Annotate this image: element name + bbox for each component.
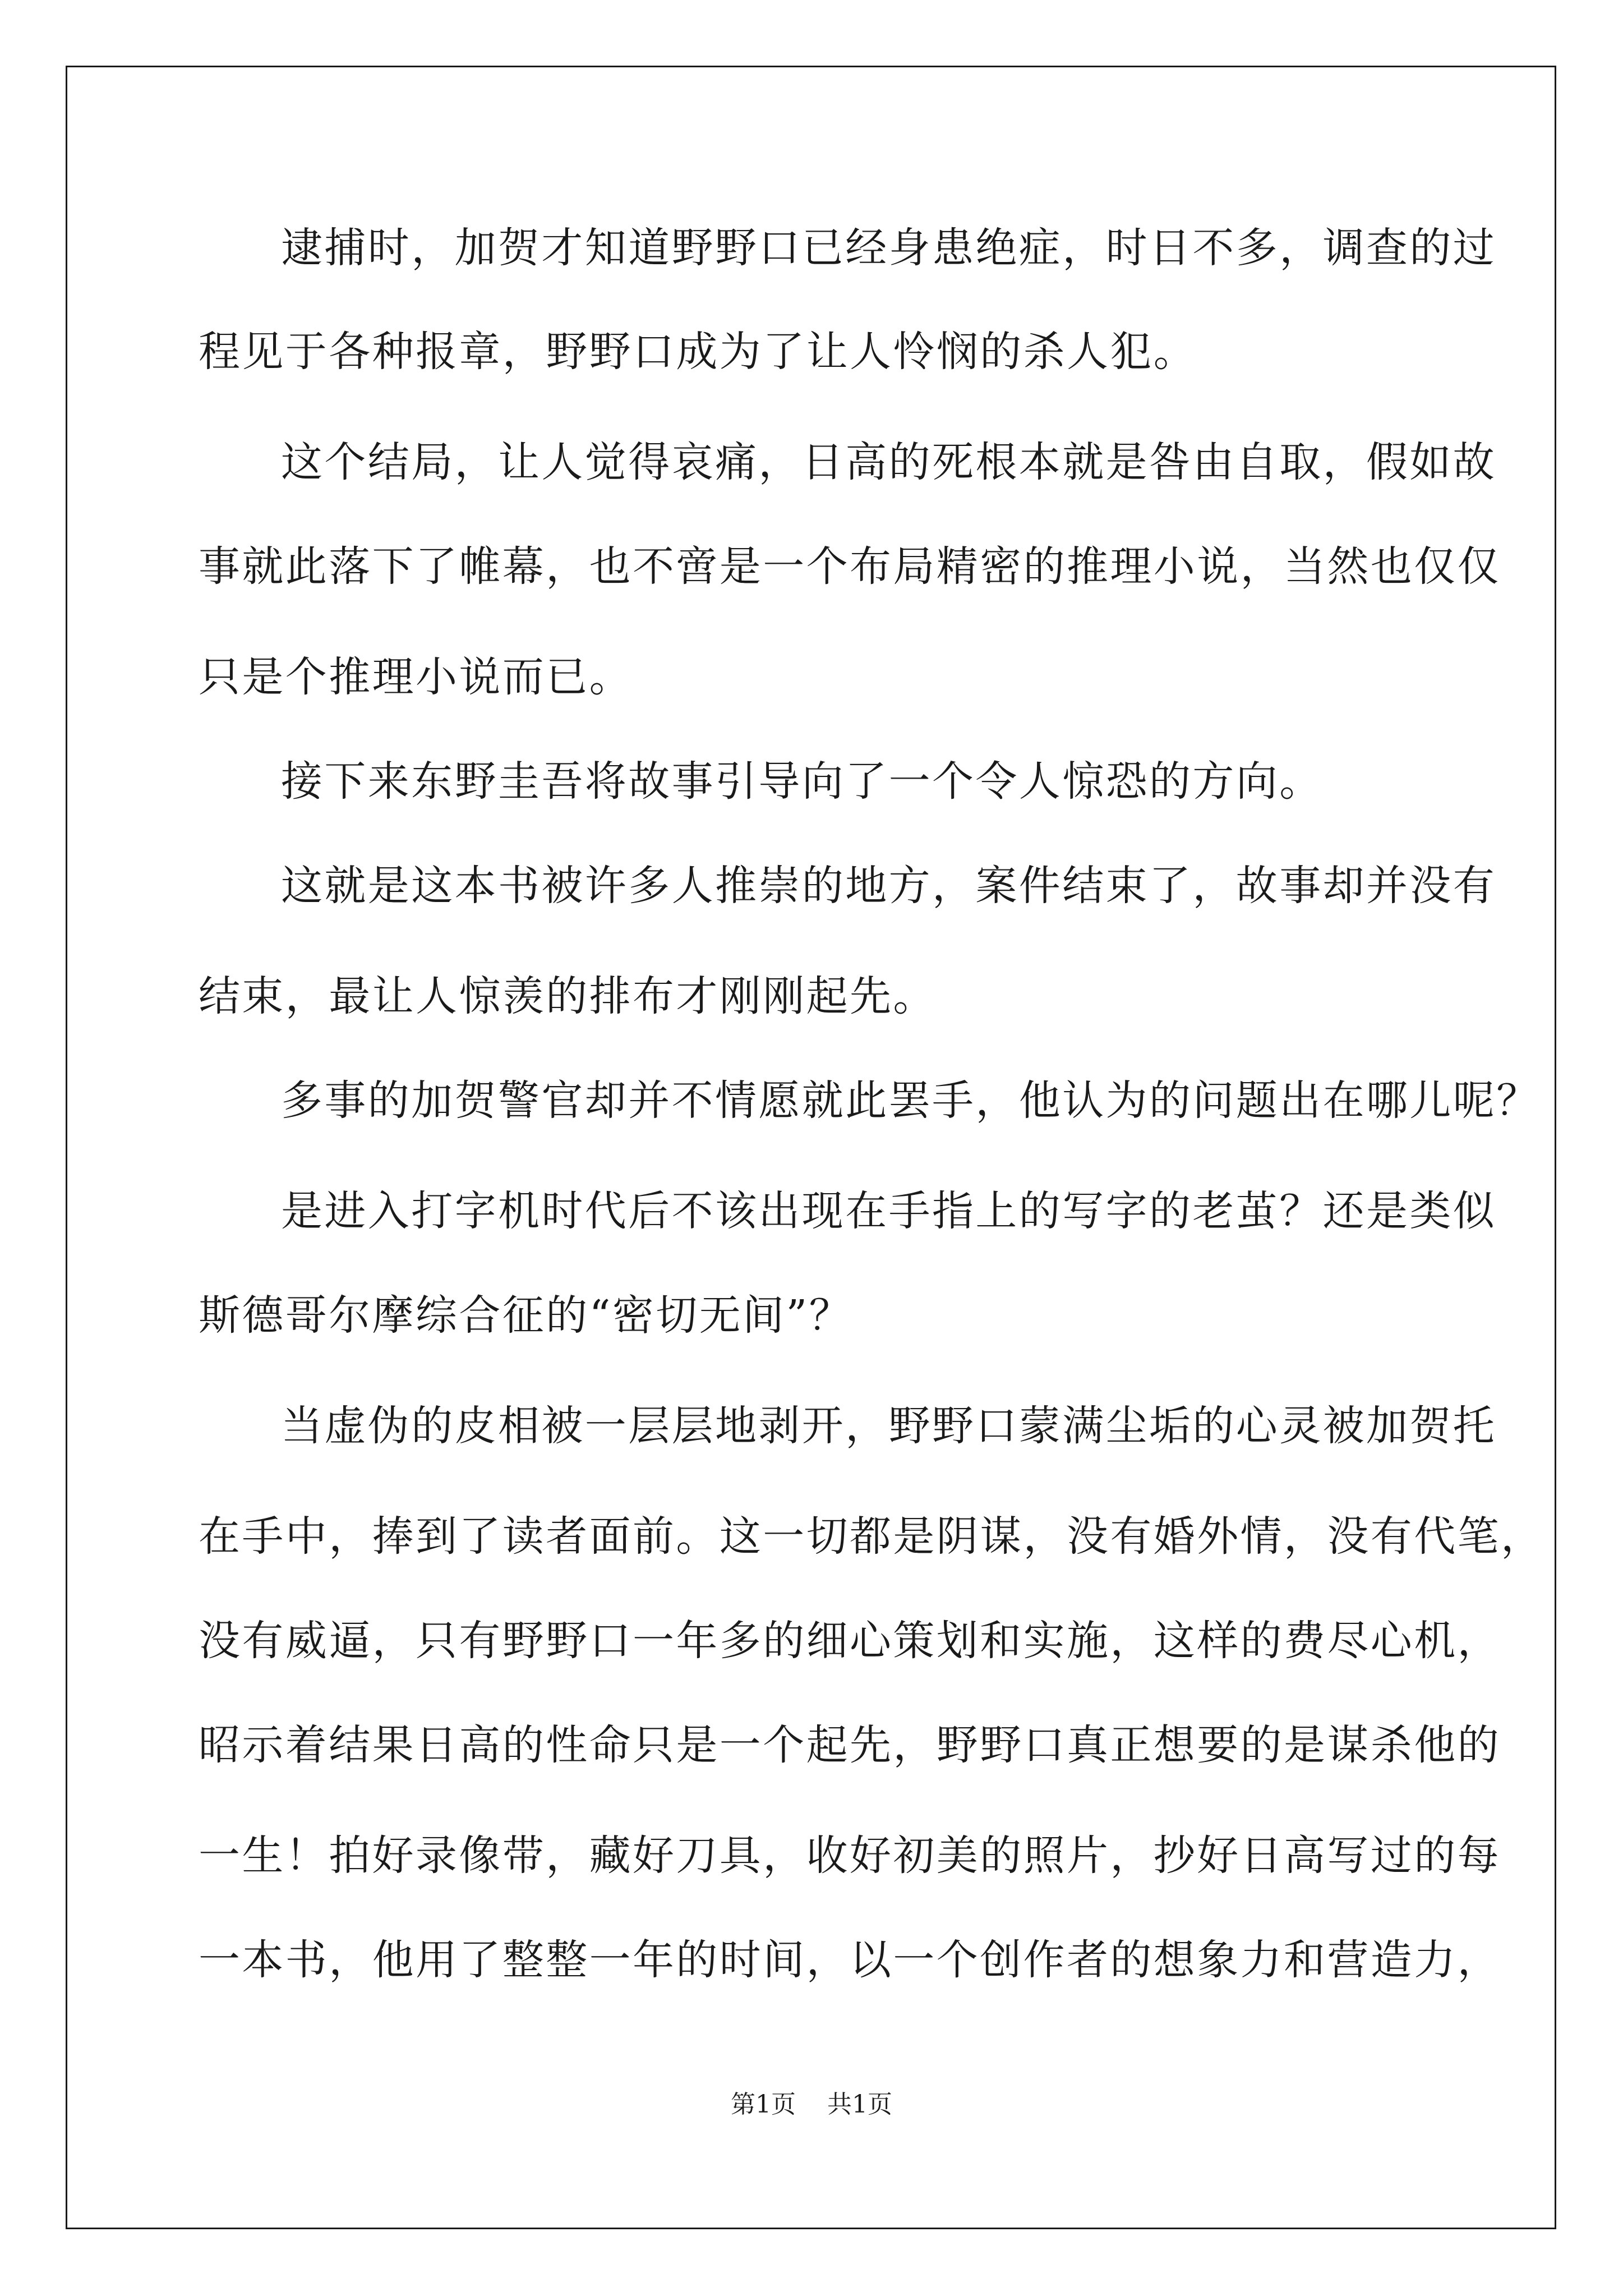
text-line: 多事的加贺警官却并不情愿就此罢手，他认为的问题出在哪儿呢？ — [281, 1076, 1540, 1125]
page-footer — [0, 2088, 1623, 2122]
text-line: 事就此落下了帷幕，也不啻是一个布局精密的推理小说，当然也仅仅 — [199, 542, 1501, 591]
text-line: 当虚伪的皮相被一层层地剥开，野野口蒙满尘垢的心灵被加贺托 — [281, 1402, 1497, 1450]
text-line: 结束，最让人惊羡的排布才刚刚起先。 — [199, 972, 937, 1020]
text-line: 逮捕时，加贺才知道野野口已经身患绝症，时日不多，调查的过 — [281, 224, 1497, 272]
text-line: 只是个推理小说而已。 — [199, 653, 633, 701]
text-line: 没有威逼，只有野野口一年多的细心策划和实施，这样的费尽心机， — [199, 1617, 1501, 1665]
text-line: 一本书，他用了整整一年的时间，以一个创作者的想象力和营造力， — [199, 1936, 1501, 1984]
page-border — [66, 66, 1556, 2229]
text-line: 程见于各种报章，野野口成为了让人怜悯的杀人犯。 — [199, 328, 1197, 376]
text-line: 在手中，捧到了读者面前。这一切都是阴谋，没有婚外情，没有代笔， — [199, 1512, 1544, 1561]
text-line: 是进入打字机时代后不该出现在手指上的写字的老茧？还是类似 — [281, 1187, 1497, 1235]
text-line: 斯德哥尔摩综合征的“密切无间”？ — [199, 1291, 853, 1340]
text-line: 昭示着结果日高的性命只是一个起先，野野口真正想要的是谋杀他的 — [199, 1721, 1501, 1769]
text-line: 这个结局，让人觉得哀痛，日高的死根本就是咎由自取，假如故 — [281, 438, 1497, 486]
page-total: 共1页 — [827, 2090, 892, 2119]
page-number: 第1页 — [731, 2090, 796, 2119]
text-line: 接下来东野圭吾将故事引导向了一个令人惊恐的方向。 — [281, 757, 1323, 806]
text-line: 这就是这本书被许多人推崇的地方，案件结束了，故事却并没有 — [281, 862, 1497, 910]
text-line: 一生！拍好录像带，藏好刀具，收好初美的照片，抄好日高写过的每 — [199, 1832, 1501, 1880]
